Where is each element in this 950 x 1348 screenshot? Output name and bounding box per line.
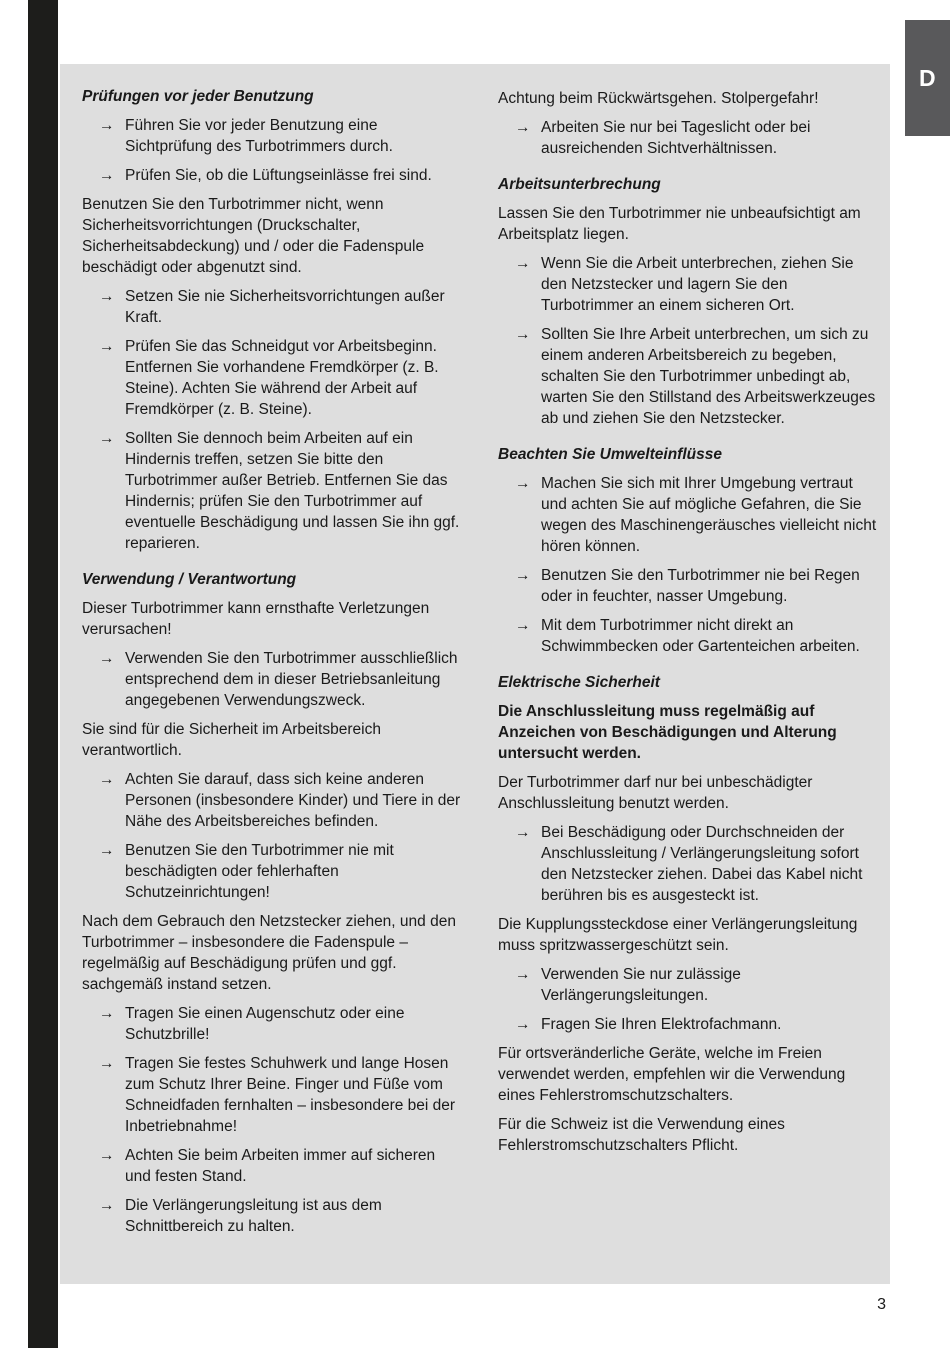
instruction-text: Setzen Sie nie Sicherheitsvorrichtungen außer Kraft. [125, 288, 445, 326]
arrow-icon: → [515, 475, 531, 492]
instruction-item [82, 840, 462, 903]
language-tab [905, 20, 950, 136]
arrow-icon: → [99, 1147, 115, 1164]
instruction-text: Prüfen Sie, ob die Lüftungseinlässe frei sind. [125, 167, 432, 184]
instruction-item [82, 115, 462, 157]
instruction-item [82, 769, 462, 832]
instruction-item [498, 565, 878, 607]
arrow-icon: → [99, 430, 115, 447]
section-heading: Beachten Sie Umwelteinflüsse [498, 446, 722, 463]
paragraph: Sie sind für die Sicherheit im Arbeitsbereich verantwortlich. [82, 721, 381, 759]
instruction-item [82, 1195, 462, 1237]
right-column [498, 80, 878, 1284]
instruction-item [498, 117, 878, 159]
instruction-text: Die Verlängerungsleitung ist aus dem Schnittbereich zu halten. [125, 1197, 382, 1235]
arrow-icon: → [515, 326, 531, 343]
instruction-text: Machen Sie sich mit Ihrer Umgebung vertraut und achten Sie auf mögliche Gefahren, die Sie wegen des Maschinengeräusches vielleicht nicht hören können. [541, 475, 877, 555]
instruction-text: Bei Beschädigung oder Durchschneiden der Anschlussleitung / Verlängerungsleitung sofort den Netzstecker ziehen. Dabei das Kabel nicht berühren bis es ausgesteckt ist. [541, 824, 863, 904]
arrow-icon: → [515, 567, 531, 584]
section-heading: Elektrische Sicherheit [498, 674, 660, 691]
instruction-item [498, 615, 878, 657]
arrow-icon: → [99, 650, 115, 667]
instruction-item [82, 165, 462, 186]
instruction-text: Wenn Sie die Arbeit unterbrechen, ziehen Sie den Netzstecker und lagern Sie den Turbotrimmer an einem sicheren Ort. [541, 255, 854, 314]
paragraph: Der Turbotrimmer darf nur bei unbeschädigter Anschlussleitung benutzt werden. [498, 774, 813, 812]
instruction-item [498, 964, 878, 1006]
arrow-icon: → [99, 117, 115, 134]
paragraph: Benutzen Sie den Turbotrimmer nicht, wenn Sicherheitsvorrichtungen (Druckschalter, Sicherheitsabdeckung) und / oder die Fadenspule beschädigt oder abgenutzt sind. [82, 196, 425, 276]
arrow-icon: → [515, 119, 531, 136]
instruction-text: Sollten Sie Ihre Arbeit unterbrechen, um sich zu einem anderen Arbeitsbereich zu begeben, schalten Sie den Turbotrimmer unbedingt ab, warten Sie den Stillstand des Arbeitswerkzeuges ab und ziehen Sie den Netzstecker. [541, 326, 876, 427]
instruction-item [82, 1145, 462, 1187]
instruction-text: Achten Sie beim Arbeiten immer auf sicheren und festen Stand. [125, 1147, 436, 1185]
instruction-item [498, 473, 878, 557]
instruction-text: Führen Sie vor jeder Benutzung eine Sichtprüfung des Turbotrimmers durch. [125, 117, 393, 155]
instruction-text: Achten Sie darauf, dass sich keine anderen Personen (insbesondere Kinder) und Tiere in der Nähe des Arbeitsbereiches befinden. [125, 771, 461, 830]
arrow-icon: → [99, 167, 115, 184]
section-heading: Arbeitsunterbrechung [498, 176, 661, 193]
section-heading: Prüfungen vor jeder Benutzung [82, 88, 314, 105]
instruction-item [82, 1053, 462, 1137]
instruction-item [498, 822, 878, 906]
spine-bar [28, 0, 58, 1348]
arrow-icon: → [99, 338, 115, 355]
instruction-text: Verwenden Sie den Turbotrimmer ausschließlich entsprechend dem in dieser Betriebsanleitung angegebenen Verwendungszweck. [125, 650, 458, 709]
left-column [82, 80, 462, 1284]
instruction-text: Tragen Sie festes Schuhwerk und lange Hosen zum Schutz Ihrer Beine. Finger und Füße vom Schneidfaden fernhalten – insbesondere bei der Inbetriebnahme! [125, 1055, 456, 1135]
paragraph: Für ortsveränderliche Geräte, welche im Freien verwendet werden, empfehlen wir die Verwendung eines Fehlerstromschutzschalters. [498, 1045, 846, 1104]
instruction-item [82, 648, 462, 711]
instruction-item [82, 428, 462, 554]
instruction-item [82, 1003, 462, 1045]
instruction-text: Benutzen Sie den Turbotrimmer nie mit beschädigten oder fehlerhaften Schutzeinrichtungen! [125, 842, 394, 901]
instruction-text: Tragen Sie einen Augenschutz oder eine Schutzbrille! [125, 1005, 405, 1043]
paragraph: Dieser Turbotrimmer kann ernsthafte Verletzungen verursachen! [82, 600, 430, 638]
arrow-icon: → [99, 771, 115, 788]
arrow-icon: → [515, 255, 531, 272]
page-number: 3 [877, 1296, 886, 1313]
arrow-icon: → [99, 842, 115, 859]
paragraph: Für die Schweiz ist die Verwendung eines Fehlerstromschutzschalters Pflicht. [498, 1116, 785, 1154]
instruction-text: Benutzen Sie den Turbotrimmer nie bei Regen oder in feuchter, nasser Umgebung. [541, 567, 860, 605]
content-area [60, 64, 890, 1284]
section-heading: Verwendung / Verantwortung [82, 571, 297, 588]
instruction-item [82, 336, 462, 420]
arrow-icon: → [515, 617, 531, 634]
arrow-icon: → [99, 1197, 115, 1214]
arrow-icon: → [99, 1055, 115, 1072]
instruction-item [82, 286, 462, 328]
paragraph: Lassen Sie den Turbotrimmer nie unbeaufsichtigt am Arbeitsplatz liegen. [498, 205, 861, 243]
paragraph: Achtung beim Rückwärtsgehen. Stolpergefahr! [498, 90, 819, 107]
instruction-item [498, 324, 878, 429]
paragraph: Die Kupplungssteckdose einer Verlängerungsleitung muss spritzwassergeschützt sein. [498, 916, 858, 954]
paragraph: Nach dem Gebrauch den Netzstecker ziehen, und den Turbotrimmer – insbesondere die Fadenspule – regelmäßig auf Beschädigung prüfen und ggf. sachgemäß instand setzen. [82, 913, 456, 993]
instruction-text: Sollten Sie dennoch beim Arbeiten auf ein Hindernis treffen, setzen Sie bitte den Turbotrimmer außer Betrieb. Entfernen Sie das Hindernis; prüfen Sie den Turbotrimmer auf eventuelle Beschädigung und lassen Sie ihn ggf. reparieren. [125, 430, 460, 552]
arrow-icon: → [99, 288, 115, 305]
instruction-item [498, 253, 878, 316]
arrow-icon: → [515, 1016, 531, 1033]
instruction-item [498, 1014, 878, 1035]
arrow-icon: → [515, 824, 531, 841]
language-tab-label: D [918, 64, 937, 91]
instruction-text: Fragen Sie Ihren Elektrofachmann. [541, 1016, 782, 1033]
instruction-text: Prüfen Sie das Schneidgut vor Arbeitsbeginn. Entfernen Sie vorhandene Fremdkörper (z. B. Steine). Achten Sie während der Arbeit auf Fremdkörper (z. B. Steine). [125, 338, 439, 418]
instruction-text: Mit dem Turbotrimmer nicht direkt an Schwimmbecken oder Gartenteichen arbeiten. [541, 617, 860, 655]
instruction-text: Verwenden Sie nur zulässige Verlängerungsleitungen. [541, 966, 741, 1004]
arrow-icon: → [515, 966, 531, 983]
paragraph: Die Anschlussleitung muss regelmäßig auf Anzeichen von Beschädigungen und Alterung untersucht werden. [498, 703, 837, 762]
arrow-icon: → [99, 1005, 115, 1022]
instruction-text: Arbeiten Sie nur bei Tageslicht oder bei ausreichenden Sichtverhältnissen. [541, 119, 811, 157]
